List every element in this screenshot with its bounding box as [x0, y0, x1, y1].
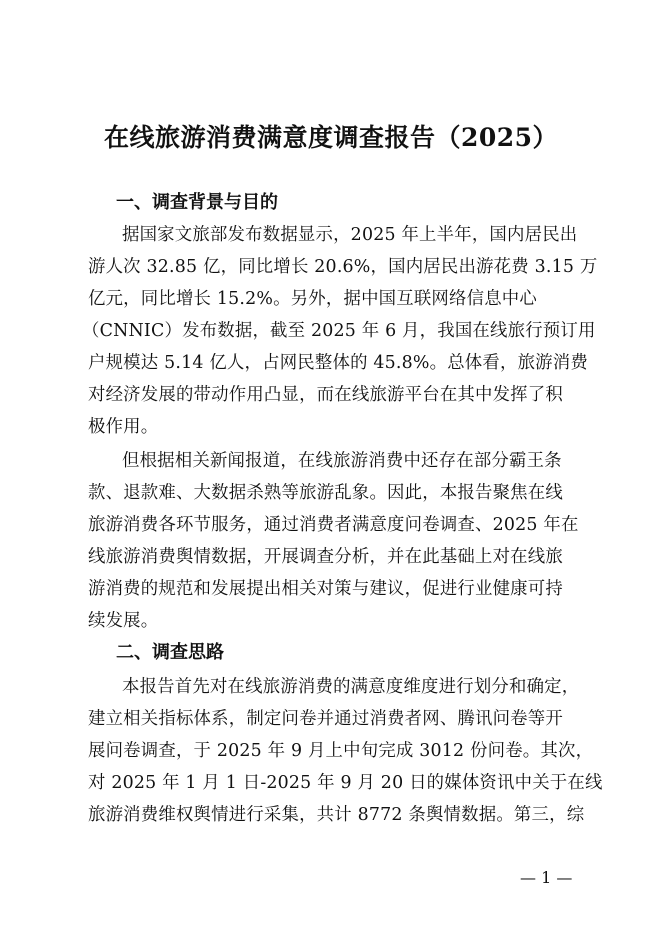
document-title: 在线旅游消费满意度调查报告（2025）	[103, 123, 559, 152]
paragraph-line: 续发展。	[88, 611, 159, 631]
paragraph-line: 款、退款难、大数据杀熟等旅游乱象。因此，本报告聚焦在线	[88, 483, 563, 503]
paragraph-line: 对 2025 年 1 月 1 日-2025 年 9 月 20 日的媒体资讯中关于在线	[88, 773, 603, 793]
paragraph-line: 本报告首先对在线旅游消费的满意度维度进行划分和确定，	[122, 677, 580, 697]
paragraph-line: 旅游消费各环节服务，通过消费者满意度问卷调查、2025 年在	[88, 515, 579, 535]
paragraph-line: 旅游消费维权舆情进行采集，共计 8772 条舆情数据。第三，综	[88, 805, 585, 825]
paragraph-line: 但根据相关新闻报道，在线旅游消费中还存在部分霸王条	[122, 451, 562, 471]
paragraph-line: 游人次 32.85 亿，同比增长 20.6%，国内居民出游花费 3.15 万	[88, 257, 598, 277]
paragraph-line: 游消费的规范和发展提出相关对策与建议，促进行业健康可持	[88, 579, 563, 599]
paragraph-line: 亿元，同比增长 15.2%。另外，据中国互联网络信息中心	[88, 289, 537, 309]
paragraph-line: （CNNIC）发布数据，截至 2025 年 6 月，我国在线旅行预订用	[82, 321, 596, 341]
paragraph-line: 据国家文旅部发布数据显示，2025 年上半年，国内居民出	[122, 225, 578, 245]
paragraph-line: 户规模达 5.14 亿人，占网民整体的 45.8%。总体看，旅游消费	[88, 353, 588, 373]
paragraph-line: 建立相关指标体系，制定问卷并通过消费者网、腾讯问卷等开	[88, 709, 563, 729]
paragraph-line: 线旅游消费舆情数据，开展调查分析，并在此基础上对在线旅	[88, 547, 563, 567]
paragraph-line: 极作用。	[88, 417, 159, 437]
page-number: — 1 —	[520, 868, 573, 887]
section-heading-background: 一、调查背景与目的	[116, 192, 278, 213]
section-heading-approach: 二、调查思路	[116, 642, 224, 663]
paragraph-line: 展问卷调查，于 2025 年 9 月上中旬完成 3012 份问卷。其次，	[88, 741, 594, 761]
paragraph-line: 对经济发展的带动作用凸显，而在线旅游平台在其中发挥了积	[88, 385, 563, 405]
